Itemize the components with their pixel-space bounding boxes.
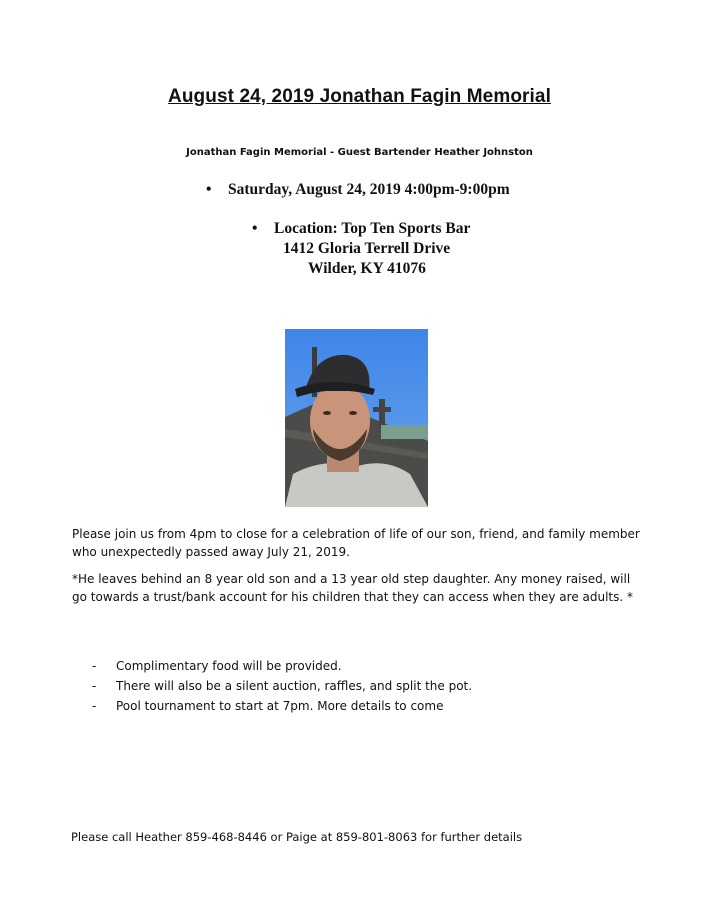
detail-text: Complimentary food will be provided. [116, 659, 342, 673]
subtitle: Jonathan Fagin Memorial - Guest Bartender Heather Johnston [186, 147, 533, 158]
invitation-paragraph: Please join us from 4pm to close for a celebration of life of our son, friend, and family member who unexpectedly passed away July 21, 2019. [72, 527, 640, 559]
detail-text: Pool tournament to start at 7pm. More details to come [116, 699, 444, 713]
address-line-1: 1412 Gloria Terrell Drive [283, 240, 451, 257]
event-location [252, 220, 512, 280]
detail-text: There will also be a silent auction, raffles, and split the pot. [116, 679, 473, 693]
details-list [92, 656, 472, 716]
location-line [252, 220, 512, 240]
contact-footer: Please call Heather 859-468-8446 or Paige at 859-801-8063 for further details [71, 830, 523, 844]
list-item [92, 676, 472, 696]
event-date-time: Saturday, August 24, 2019 4:00pm-9:00pm [228, 181, 510, 198]
location-label: Location: Top Ten Sports Bar [274, 220, 471, 237]
bullet-dot: • [252, 220, 258, 237]
address-line-2: Wilder, KY 41076 [308, 260, 426, 277]
dash-marker: - [92, 699, 97, 713]
list-item [92, 696, 472, 716]
dash-marker: - [92, 679, 97, 693]
bullet-dot: • [206, 181, 212, 198]
children-note-paragraph: *He leaves behind an 8 year old son and a 13 year old step daughter. Any money raised, will go towards a trust/bank account for his children that they can access when they are adults. * [72, 572, 634, 604]
event-date-line [206, 181, 510, 199]
memorial-photo [285, 329, 428, 507]
page-title: August 24, 2019 Jonathan Fagin Memorial [168, 86, 551, 107]
dash-marker: - [92, 659, 97, 673]
list-item [92, 656, 472, 676]
